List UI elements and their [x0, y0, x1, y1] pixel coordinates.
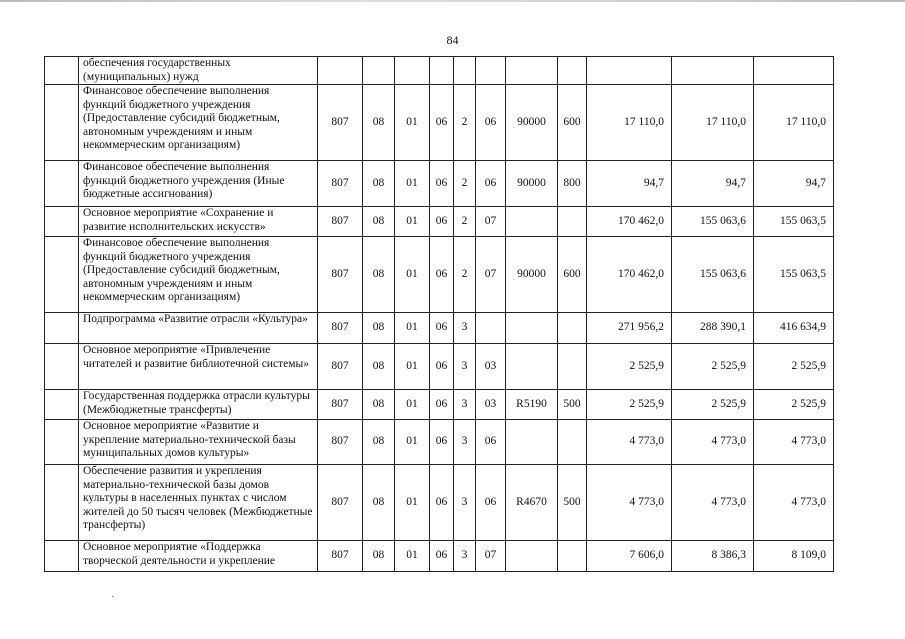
row-margin-cell [45, 57, 79, 85]
direction-col-cell [506, 313, 558, 344]
subprogram-col-cell: 2 [454, 237, 476, 313]
amount-year3-col-cell [754, 57, 834, 85]
row-name-cell: Подпрограмма «Развитие отрасли «Культура» [79, 313, 318, 344]
amount-year2-col-cell: 94,7 [672, 161, 754, 207]
direction-col-cell: R5190 [506, 390, 558, 420]
row-name-cell: Финансовое обеспечение выполнения функций бюджетного учреждения (Предоставление субсидий бюджетным, автономным учреждениям и иным некоммерческим организациям) [79, 85, 318, 161]
direction-col-cell [506, 57, 558, 85]
row-name-cell: Государственная поддержка отрасли культуры (Межбюджетные трансферты) [79, 390, 318, 420]
subsection-col-cell: 01 [395, 465, 430, 541]
row-name-cell: Обеспечение развития и укрепления материально-технической базы домов культуры в населенных пунктах с числом жителей до 50 тысяч человек (Межбюджетные трансферты) [79, 465, 318, 541]
scan-edge [0, 0, 905, 2]
program-col-cell: 06 [430, 344, 454, 390]
program-col-cell: 06 [430, 207, 454, 237]
amount-year3-col-cell: 4 773,0 [754, 465, 834, 541]
expense-type-col-cell [558, 57, 587, 85]
code-col-cell: 807 [318, 390, 363, 420]
amount-year3-col-cell: 94,7 [754, 161, 834, 207]
subsection-col-cell: 01 [395, 207, 430, 237]
code-col-cell: 807 [318, 207, 363, 237]
event-col-cell: 07 [476, 541, 506, 572]
table-row [45, 313, 834, 344]
expense-type-col-cell [558, 207, 587, 237]
amount-year1-col-cell: 271 956,2 [587, 313, 672, 344]
row-name-cell: обеспечения государственных (муниципальных) нужд [79, 57, 318, 85]
section-col-cell: 08 [363, 85, 395, 161]
program-col-cell [430, 57, 454, 85]
code-col-cell: 807 [318, 465, 363, 541]
subprogram-col-cell: 3 [454, 465, 476, 541]
amount-year1-col-cell: 4 773,0 [587, 465, 672, 541]
row-margin-cell [45, 161, 79, 207]
amount-year1-col-cell [587, 57, 672, 85]
section-col-cell: 08 [363, 161, 395, 207]
amount-year3-col-cell: 8 109,0 [754, 541, 834, 572]
page-number: 84 [446, 33, 459, 47]
program-col-cell: 06 [430, 465, 454, 541]
subprogram-col-cell: 2 [454, 161, 476, 207]
row-name-cell: Основное мероприятие «Привлечение читателей и развитие библиотечной системы» [79, 344, 318, 390]
row-name-cell: Основное мероприятие «Развитие и укрепление материально-технической базы муниципальных домов культуры» [79, 420, 318, 465]
amount-year1-col-cell: 7 606,0 [587, 541, 672, 572]
amount-year2-col-cell: 2 525,9 [672, 390, 754, 420]
subprogram-col-cell: 3 [454, 344, 476, 390]
amount-year3-col-cell: 17 110,0 [754, 85, 834, 161]
subprogram-col-cell: 3 [454, 541, 476, 572]
amount-year2-col-cell: 4 773,0 [672, 420, 754, 465]
program-col-cell: 06 [430, 237, 454, 313]
expense-type-col-cell [558, 344, 587, 390]
section-col-cell: 08 [363, 420, 395, 465]
code-col-cell: 807 [318, 85, 363, 161]
direction-col-cell: R4670 [506, 465, 558, 541]
direction-col-cell: 90000 [506, 237, 558, 313]
amount-year3-col-cell: 155 063,5 [754, 207, 834, 237]
budget-table [44, 56, 834, 572]
amount-year1-col-cell: 4 773,0 [587, 420, 672, 465]
amount-year3-col-cell: 2 525,9 [754, 390, 834, 420]
table-row [45, 541, 834, 572]
expense-type-col-cell: 600 [558, 85, 587, 161]
direction-col-cell [506, 541, 558, 572]
subsection-col-cell [395, 57, 430, 85]
event-col-cell: 07 [476, 237, 506, 313]
expense-type-col-cell [558, 420, 587, 465]
amount-year2-col-cell [672, 57, 754, 85]
amount-year2-col-cell: 8 386,3 [672, 541, 754, 572]
expense-type-col-cell: 500 [558, 465, 587, 541]
table-body [45, 57, 834, 572]
amount-year1-col-cell: 17 110,0 [587, 85, 672, 161]
expense-type-col-cell [558, 313, 587, 344]
direction-col-cell [506, 344, 558, 390]
amount-year1-col-cell: 2 525,9 [587, 344, 672, 390]
subsection-col-cell: 01 [395, 161, 430, 207]
event-col-cell: 03 [476, 390, 506, 420]
event-col-cell: 06 [476, 161, 506, 207]
program-col-cell: 06 [430, 313, 454, 344]
direction-col-cell: 90000 [506, 85, 558, 161]
expense-type-col-cell [558, 541, 587, 572]
event-col-cell: 07 [476, 207, 506, 237]
event-col-cell: 06 [476, 420, 506, 465]
code-col-cell: 807 [318, 420, 363, 465]
subsection-col-cell: 01 [395, 420, 430, 465]
program-col-cell: 06 [430, 541, 454, 572]
amount-year2-col-cell: 155 063,6 [672, 207, 754, 237]
scan-speck [112, 596, 114, 597]
section-col-cell: 08 [363, 465, 395, 541]
subprogram-col-cell: 3 [454, 420, 476, 465]
table-row [45, 85, 834, 161]
row-margin-cell [45, 344, 79, 390]
program-col-cell: 06 [430, 85, 454, 161]
amount-year3-col-cell: 155 063,5 [754, 237, 834, 313]
amount-year1-col-cell: 94,7 [587, 161, 672, 207]
event-col-cell: 06 [476, 465, 506, 541]
subsection-col-cell: 01 [395, 237, 430, 313]
table-row [45, 344, 834, 390]
amount-year1-col-cell: 170 462,0 [587, 237, 672, 313]
amount-year3-col-cell: 416 634,9 [754, 313, 834, 344]
amount-year2-col-cell: 17 110,0 [672, 85, 754, 161]
subsection-col-cell: 01 [395, 390, 430, 420]
code-col-cell: 807 [318, 161, 363, 207]
event-col-cell [476, 57, 506, 85]
event-col-cell [476, 313, 506, 344]
table-row [45, 207, 834, 237]
table-row [45, 465, 834, 541]
code-col-cell: 807 [318, 541, 363, 572]
expense-type-col-cell: 600 [558, 237, 587, 313]
table-row [45, 390, 834, 420]
amount-year3-col-cell: 2 525,9 [754, 344, 834, 390]
row-margin-cell [45, 313, 79, 344]
section-col-cell [363, 57, 395, 85]
code-col-cell [318, 57, 363, 85]
row-margin-cell [45, 541, 79, 572]
section-col-cell: 08 [363, 344, 395, 390]
section-col-cell: 08 [363, 237, 395, 313]
subprogram-col-cell: 2 [454, 207, 476, 237]
program-col-cell: 06 [430, 420, 454, 465]
subprogram-col-cell: 3 [454, 313, 476, 344]
section-col-cell: 08 [363, 313, 395, 344]
amount-year2-col-cell: 4 773,0 [672, 465, 754, 541]
expense-type-col-cell: 500 [558, 390, 587, 420]
row-margin-cell [45, 237, 79, 313]
row-margin-cell [45, 390, 79, 420]
direction-col-cell [506, 207, 558, 237]
code-col-cell: 807 [318, 313, 363, 344]
direction-col-cell [506, 420, 558, 465]
row-name-cell: Финансовое обеспечение выполнения функций бюджетного учреждения (Иные бюджетные ассигнования) [79, 161, 318, 207]
amount-year2-col-cell: 155 063,6 [672, 237, 754, 313]
event-col-cell: 03 [476, 344, 506, 390]
event-col-cell: 06 [476, 85, 506, 161]
section-col-cell: 08 [363, 541, 395, 572]
code-col-cell: 807 [318, 237, 363, 313]
section-col-cell: 08 [363, 207, 395, 237]
direction-col-cell: 90000 [506, 161, 558, 207]
subprogram-col-cell: 3 [454, 390, 476, 420]
amount-year2-col-cell: 2 525,9 [672, 344, 754, 390]
amount-year1-col-cell: 170 462,0 [587, 207, 672, 237]
subsection-col-cell: 01 [395, 85, 430, 161]
table-row [45, 57, 834, 85]
row-margin-cell [45, 85, 79, 161]
row-name-cell: Основное мероприятие «Сохранение и развитие исполнительских искусств» [79, 207, 318, 237]
table-row [45, 237, 834, 313]
expense-type-col-cell: 800 [558, 161, 587, 207]
program-col-cell: 06 [430, 390, 454, 420]
section-col-cell: 08 [363, 390, 395, 420]
row-margin-cell [45, 207, 79, 237]
amount-year1-col-cell: 2 525,9 [587, 390, 672, 420]
program-col-cell: 06 [430, 161, 454, 207]
table-row [45, 420, 834, 465]
row-margin-cell [45, 465, 79, 541]
row-name-cell: Финансовое обеспечение выполнения функций бюджетного учреждения (Предоставление субсидий бюджетным, автономным учреждениям и иным некоммерческим организациям) [79, 237, 318, 313]
subprogram-col-cell [454, 57, 476, 85]
subsection-col-cell: 01 [395, 313, 430, 344]
subsection-col-cell: 01 [395, 541, 430, 572]
code-col-cell: 807 [318, 344, 363, 390]
amount-year3-col-cell: 4 773,0 [754, 420, 834, 465]
subsection-col-cell: 01 [395, 344, 430, 390]
row-margin-cell [45, 420, 79, 465]
subprogram-col-cell: 2 [454, 85, 476, 161]
amount-year2-col-cell: 288 390,1 [672, 313, 754, 344]
row-name-cell: Основное мероприятие «Поддержка творческой деятельности и укрепление [79, 541, 318, 572]
table-row [45, 161, 834, 207]
